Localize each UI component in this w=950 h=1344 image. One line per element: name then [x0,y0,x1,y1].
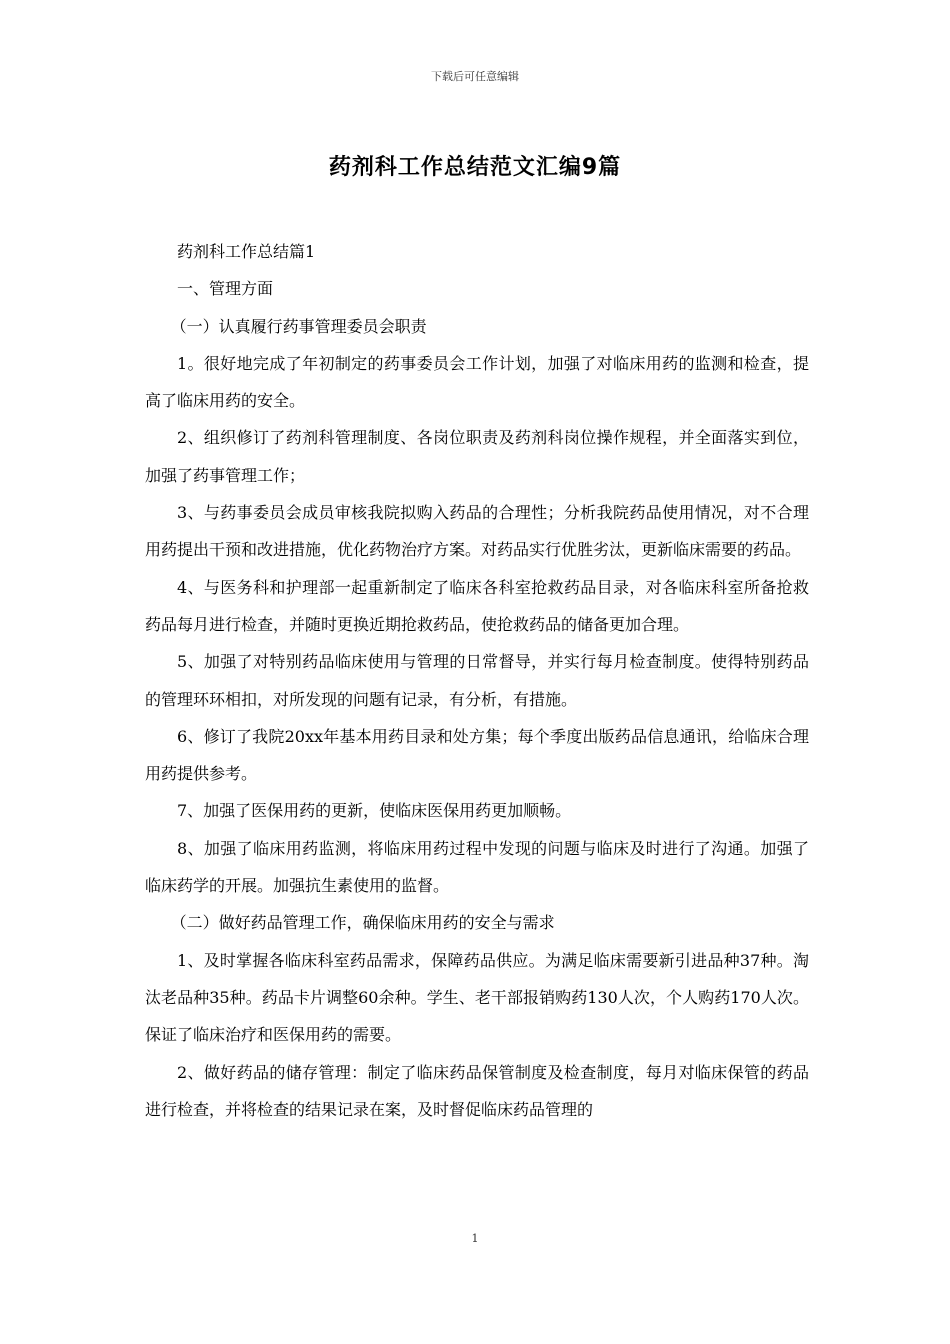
paragraph: 1、及时掌握各临床科室药品需求，保障药品供应。为满足临床需要新引进品种37种。淘汰老品种35种。药品卡片调整60余种。学生、老干部报销购药130人次，个人购药170人次。保证了临床治疗和医保用药的需要。 [145,950,809,1045]
page-header-note: 下载后可任意编辑 [431,70,519,83]
subsection-heading: （一）认真履行药事管理委员会职责 [170,316,427,336]
paragraph: 8、加强了临床用药监测，将临床用药过程中发现的问题与临床及时进行了沟通。加强了临床药学的开展。加强抗生素使用的监督。 [145,838,809,896]
paragraph: 7、加强了医保用药的更新，使临床医保用药更加顺畅。 [177,801,572,821]
paragraph: 4、与医务科和护理部一起重新制定了临床各科室抢救药品目录，对各临床科室所备抢救药品每月进行检查，并随时更换近期抢救药品，使抢救药品的储备更加合理。 [145,577,809,634]
paragraph: 2、组织修订了药剂科管理制度、各岗位职责及药剂科岗位操作规程，并全面落实到位，加强了药事管理工作； [145,428,809,485]
paragraph: 5、加强了对特别药品临床使用与管理的日常督导，并实行每月检查制度。使得特别药品的管理环环相扣，对所发现的问题有记录，有分析，有措施。 [145,652,809,709]
paragraph: 1。很好地完成了年初制定的药事委员会工作计划，加强了对临床用药的监测和检查，提高了临床用药的安全。 [145,353,809,411]
section-heading: 药剂科工作总结篇1 [177,242,316,261]
paragraph: 6、修订了我院20xx年基本用药目录和处方集；每个季度出版药品信息通讯，给临床合理用药提供参考。 [145,726,809,784]
document-body [145,233,809,1128]
document-title: 药剂科工作总结范文汇编9篇 [328,155,622,180]
subsection-heading: 一、管理方面 [177,279,274,299]
subsection-heading: （二）做好药品管理工作，确保临床用药的安全与需求 [170,913,555,933]
paragraph: 3、与药事委员会成员审核我院拟购入药品的合理性；分析我院药品使用情况，对不合理用药提出干预和改进措施，优化药物治疗方案。对药品实行优胜劣汰，更新临床需要的药品。 [145,503,809,560]
page-number: 1 [471,1232,479,1245]
paragraph: 2、做好药品的储存管理：制定了临床药品保管制度及检查制度，每月对临床保管的药品进行检查，并将检查的结果记录在案，及时督促临床药品管理的 [145,1062,809,1119]
